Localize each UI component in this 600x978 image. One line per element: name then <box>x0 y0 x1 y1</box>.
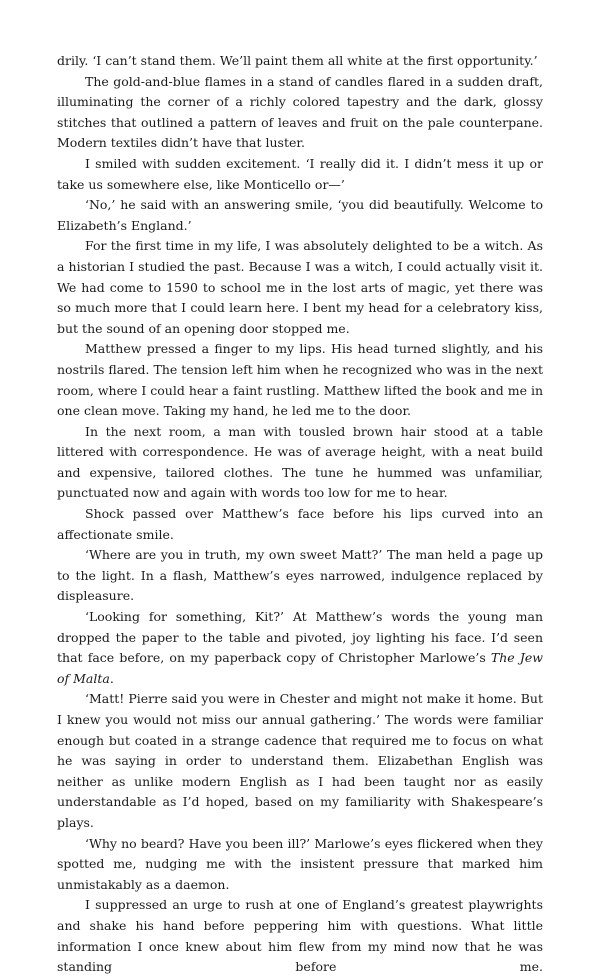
paragraph: I suppressed an urge to rush at one of England’s greatest playwrights and shake his hand before peppering him with questions. What little information I once knew about him flew from my mind now that he was standing before me. <box>57 897 543 975</box>
paragraph: ‘Why no beard? Have you been ill?’ Marlowe’s eyes flickered when they spotted me, nudging me with the insistent pressure that marked him unmistakably as a daemon. <box>57 835 543 892</box>
paragraph: ‘No,’ he said with an answering smile, ‘you did beautifully. Welcome to Elizabeth’s England.’ <box>57 197 543 233</box>
paragraph: drily. ‘I can’t stand them. We’ll paint them all white at the first opportunity.’ <box>57 53 538 68</box>
paragraph-text: ‘Looking for something, Kit?’ At Matthew’s words the young man dropped the paper to the table and pivoted, joy lighting his face. I’d seen that face before, on my paperback copy of Christopher Marlowe’s <box>57 609 543 666</box>
paragraph: I smiled with sudden excitement. ‘I really did it. I didn’t mess it up or take us somewhere else, like Monticello or—’ <box>57 155 543 192</box>
paragraph: Shock passed over Matthew’s face before his lips curved into an affectionate smile. <box>57 506 543 542</box>
paragraph-text: . <box>109 670 114 686</box>
paragraph: Matthew pressed a finger to my lips. His head turned slightly, and his nostrils flared. The tension left him when he recognized who was in the next room, where I could hear a faint rustling. Matthew lifted the book and me in one clean move. Taking my hand, he led me to the door. <box>57 341 543 419</box>
paragraph: ‘Matt! Pierre said you were in Chester and might not make it home. But I knew you would not miss our annual gathering.’ The words were familiar enough but coated in a strange cadence that required me to focus on what he was saying in order to understand them. Elizabethan English was neither as unlike modern English as I had been taught nor as easily understandable as I’d hoped, based on my familiarity with Shakespeare’s plays. <box>57 691 543 830</box>
paragraph: For the first time in my life, I was absolutely delighted to be a witch. As a historian I studied the past. Because I was a witch, I could actually visit it. We had come to 1590 to school me in the lost arts of magic, yet there was so much more that I could learn here. I bent my head for a celebratory kiss, but the sound of an opening door stopped me. <box>57 238 543 336</box>
paragraph: ‘Where are you in truth, my own sweet Matt?’ The man held a page up to the light. In a flash, Matthew’s eyes narrowed, indulgence replaced by displeasure. <box>57 547 543 604</box>
paragraph: In the next room, a man with tousled brown hair stood at a table littered with correspondence. He was of average height, with a neat build and expensive, tailored clothes. The tune he hummed was unfamiliar, punctuated now and again with words too low for me to hear. <box>57 423 543 501</box>
paragraph <box>57 607 543 689</box>
book-title: The Jew of Malta <box>57 650 543 686</box>
paragraph: The gold-and-blue flames in a stand of candles flared in a sudden draft, illuminating the corner of a richly colored tapestry and the dark, glossy stitches that outlined a pattern of leaves and fruit on the pale counterpane. Modern textiles didn’t have that luster. <box>57 73 543 151</box>
